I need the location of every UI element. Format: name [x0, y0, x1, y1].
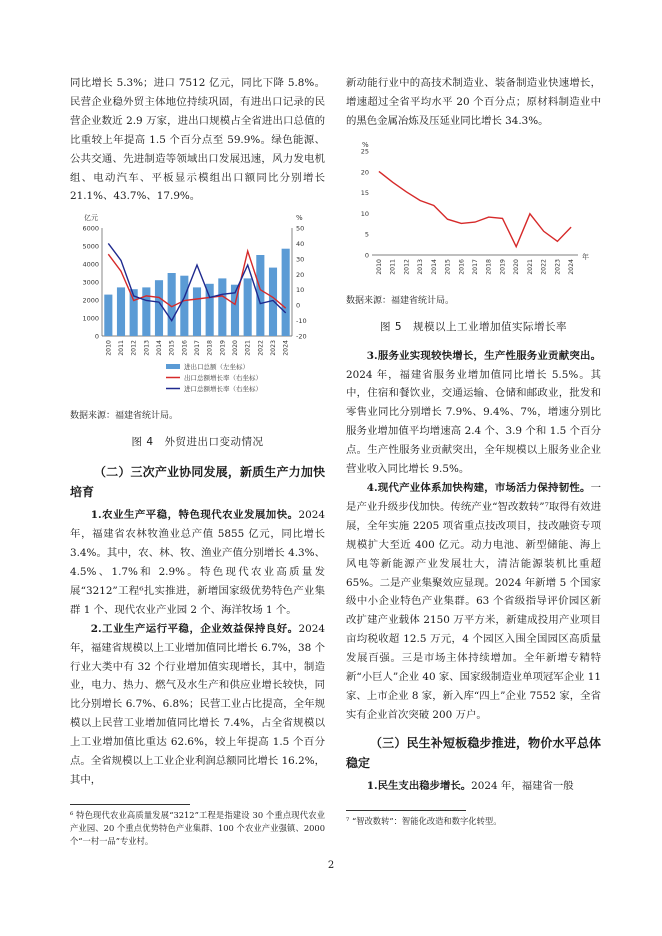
- trade-total-bar: [282, 249, 290, 336]
- x-tick-label: 2011: [389, 258, 397, 275]
- legend-label: 出口总额增长率（右坐标）: [184, 374, 262, 383]
- industry-heading: 2.工业生产运行平稳，企业效益保持良好。: [90, 622, 299, 635]
- chart5-source: 数据来源：福建省统计局。: [346, 295, 455, 306]
- x-tick-label: 2022: [540, 258, 548, 275]
- x-tick-label: 2018: [485, 258, 493, 275]
- right-paragraph-industry: 新动能行业中的高技术制造业、装备制造业快速增长，增速超过全省平均水平 20 个百分点；原材料制造业中的黑色金属冶炼及压延业同比增长 34.3%。: [346, 77, 601, 127]
- section-heading-2: （二）三次产业协同发展，新质生产力加快培育: [70, 465, 325, 500]
- chart4-caption: 图 4 外贸进出口变动情况: [131, 436, 264, 449]
- legend-label: 进出口总额（左坐标）: [184, 363, 249, 372]
- y-axis-unit: %: [362, 140, 369, 149]
- x-tick-label: 2014: [156, 340, 163, 357]
- x-tick-label: 2016: [458, 258, 466, 275]
- left-column: [70, 74, 325, 848]
- x-tick-label: 2023: [554, 258, 562, 275]
- x-tick-label: 2017: [472, 258, 479, 275]
- fiscal-body: 2024 年，福建省一般: [471, 779, 574, 792]
- trade-total-bar: [117, 288, 125, 337]
- x-tick-label: 2015: [168, 340, 176, 357]
- industry-growth-line: [379, 171, 571, 246]
- x-tick-label: 2023: [270, 340, 277, 357]
- agriculture-body: 2024 年，福建省农林牧渔业总产值 5855 亿元，同比增长 3.4%。其中，农、林、牧、渔业产值分别增长 4.3%、4.5%、1.7%和 2.9%。特色现代农业高质量发展“3212”工程⁶扎实推进，新增国家级优势特色产业集群 1 个、现代农业产业园 2 个、海洋牧场 1 个。: [70, 509, 325, 616]
- trade-total-bar: [218, 279, 226, 337]
- y-tick-label: 15: [360, 188, 369, 197]
- left-tick-label: 1000: [82, 314, 99, 323]
- trade-total-bar: [180, 276, 188, 336]
- y-tick-label: 5: [364, 230, 369, 239]
- trade-total-bar: [193, 288, 201, 337]
- trade-chart: [70, 208, 325, 408]
- trade-total-bar: [244, 279, 252, 337]
- left-tick-label: 3000: [82, 278, 99, 287]
- right-tick-label: 40: [296, 240, 305, 249]
- left-tick-label: 4000: [82, 260, 99, 269]
- footnote-divider: [70, 804, 190, 805]
- x-tick-label: 2010: [105, 340, 113, 357]
- agriculture-paragraph: [70, 506, 325, 619]
- x-tick-label: 2012: [403, 258, 411, 275]
- x-tick-label: 2013: [417, 258, 425, 275]
- left-tick-label: 6000: [82, 224, 99, 233]
- x-tick-label: 2019: [499, 258, 507, 275]
- right-column: [346, 74, 601, 828]
- services-paragraph: [346, 347, 601, 479]
- x-tick-label: 2019: [219, 340, 227, 357]
- fiscal-paragraph: [346, 777, 601, 796]
- modern-industry-paragraph: [346, 479, 601, 725]
- x-tick-label: 2020: [232, 340, 239, 357]
- left-tick-label: 2000: [82, 296, 99, 305]
- right-tick-label: 50: [296, 224, 305, 233]
- x-tick-label: 2011: [118, 340, 125, 357]
- right-tick-label: -20: [296, 332, 307, 341]
- left-tick-label: 5000: [82, 242, 99, 251]
- right-axis-unit: %: [296, 214, 303, 223]
- services-body: 2024 年，福建省服务业增加值同比增长 5.5%。其中，住宿和餐饮业，交通运输、仓储和邮政业，批发和零售业同比分别增长 7.9%、9.4%、7%，增速分别比服务业增加值平均增速高 2.4 个、3.9 个和 1.5 个百分点。生产性服务业贡献突出，全年规模以上服务业企业营业收入同比增长 9.5%。: [346, 368, 601, 476]
- x-tick-label: 2020: [513, 258, 521, 275]
- x-tick-label: 2021: [244, 340, 252, 357]
- y-tick-label: 20: [360, 168, 369, 177]
- y-tick-label: 25: [360, 147, 369, 156]
- left-tick-label: 0: [94, 332, 99, 341]
- footnote-divider: [346, 810, 466, 811]
- x-tick-label: 2014: [430, 258, 438, 275]
- right-tick-label: 30: [296, 255, 305, 264]
- right-tick-label: -10: [296, 317, 307, 326]
- x-tick-label: 2024: [568, 258, 576, 275]
- x-tick-label: 2015: [444, 258, 452, 275]
- modern-industry-body: 一是产业升级步伐加快。传统产业“智改数转”⁷取得有效进展，全年实施 2205 项省重点技改项目，技改融资专项规模扩大至近 400 亿元。动力电池、新型储能、海上风电等新能源产业发展壮大，清洁能源装机比重超 65%。二是产业集聚效应显现。2024 年新增 5 个国家级中小企业特色产业集群。63 个省级指导评价园区新改扩建产业载体 2150 万平方米，新建成投用产业项目亩均税收超 12.5 万元，4 个园区入围全国园区高质量发展百强。三是市场主体持续增加。全年新增专精特新“小巨人”企业 40 家、国家级制造业单项冠军企业 11 家、上市企业 8 家，新入库“四上”企业 7552 家，全省实有企业首次突破 200 万户。: [346, 481, 601, 721]
- y-tick-label: 0: [364, 251, 369, 260]
- industry-paragraph: [70, 620, 325, 790]
- x-tick-label: 2018: [206, 340, 214, 357]
- footnote-7: ⁷ “智改数转”：智能化改造和数字化转型。: [346, 815, 502, 826]
- legend-swatch-bar: [166, 364, 180, 369]
- y-tick-label: 10: [360, 209, 369, 218]
- chart4-source: 数据来源：福建省统计局。: [70, 411, 179, 422]
- left-axis-unit: 亿元: [84, 214, 98, 223]
- x-tick-label: 2013: [143, 340, 151, 357]
- legend-label: 进口总额增长率（右坐标）: [184, 385, 262, 394]
- trade-total-bar: [142, 288, 150, 337]
- x-tick-label: 2010: [375, 258, 383, 275]
- x-tick-label: 2021: [526, 258, 534, 275]
- x-tick-label: 2016: [181, 340, 189, 357]
- x-tick-label: 2022: [257, 340, 265, 357]
- trade-total-bar: [104, 295, 112, 336]
- services-heading: 3.服务业实现较快增长，生产性服务业贡献突出。: [366, 349, 601, 362]
- x-tick-label: 2017: [194, 340, 201, 357]
- page-number: 2: [327, 860, 335, 871]
- x-axis-unit: 年: [582, 252, 589, 261]
- footnote-6: ⁶ 特色现代农业高质量发展“3212”工程是指建设 30 个重点现代农业产业园、20 个重点优势特色产业集群、100 个农业产业强镇、2000 个“一村一品”专业村。: [70, 809, 325, 846]
- x-tick-label: 2024: [282, 340, 290, 357]
- trade-total-bar: [155, 281, 163, 337]
- right-tick-label: 10: [296, 286, 305, 295]
- fiscal-heading: 1.民生支出稳步增长。: [366, 779, 472, 792]
- x-tick-label: 2012: [130, 340, 138, 357]
- modern-industry-heading: 4.现代产业体系加快构建，市场活力保持韧性。: [366, 481, 591, 494]
- industry-body: 2024 年，福建省规模以上工业增加值同比增长 6.7%，38 个行业大类中有 32 个行业增加值实现增长，其中，制造业，电力、热力、燃气及水生产和供应业增长较快，同比分别增长 6.7%、6.8%；民营工业占比提高，全年规模以上民营工业增加值同比增长 7.4%，占全省规模以上工业增加值比重达 62.6%，较上年提高 1.5 个百分点。全省规模以上工业企业利润总额同比增长 16.2%，其中，: [70, 622, 325, 786]
- left-paragraph-trade: 同比增长 5.3%；进口 7512 亿元，同比下降 5.8%。民营企业稳外贸主体地位持续巩固，有进出口记录的民营企业数近 2.9 万家，进出口规模占全省进出口总值的比重较上年提高 1.5 个百分点至 59.9%。绿色能源、公共交通、先进制造等领域出口发展迅速，风力发电机组、电动汽车、平板显示模组出口额同比分别增长 21.1%、43.7%、17.9%。: [70, 77, 325, 203]
- industry-growth-chart: [346, 137, 601, 293]
- right-tick-label: 20: [296, 271, 305, 280]
- chart5-caption: 图 5 规模以上工业增加值实际增长率: [379, 320, 568, 333]
- agriculture-heading: 1.农业生产平稳，特色现代农业发展加快。: [90, 509, 299, 522]
- section-heading-3: （三）民生补短板稳步推进，物价水平总体稳定: [346, 735, 601, 770]
- right-tick-label: 0: [296, 301, 301, 310]
